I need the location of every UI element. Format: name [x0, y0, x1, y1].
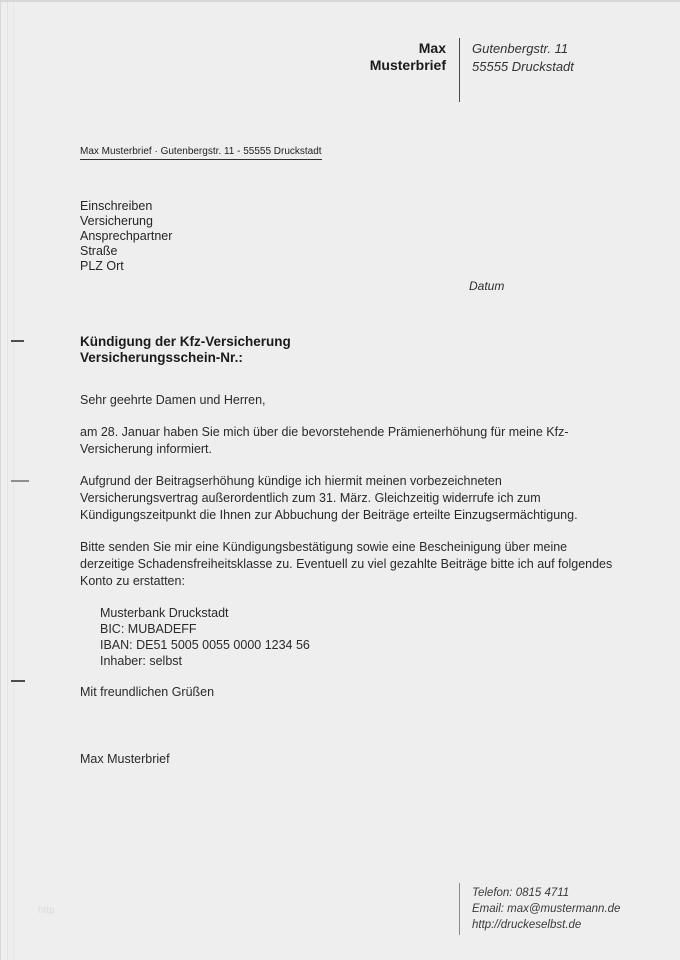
subject-line2: Versicherungsschein-Nr.: — [80, 349, 243, 365]
subject-line1: Kündigung der Kfz-Versicherung — [80, 334, 291, 349]
recipient-line: Einschreiben — [80, 199, 153, 213]
recipient-block — [80, 199, 172, 274]
page-edge-line — [0, 2, 1, 960]
signature-name: Max Musterbrief — [80, 752, 170, 766]
recipient-line: Versicherung — [80, 214, 153, 228]
letter-body — [80, 392, 623, 768]
footer-contact — [459, 883, 620, 935]
bank-bic: BIC: MUBADEFF — [100, 622, 197, 636]
return-address-line: Max Musterbrief · Gutenbergstr. 11 - 55555 Druckstadt — [80, 146, 322, 160]
bank-name: Musterbank Druckstadt — [100, 606, 229, 620]
sender-street: Gutenbergstr. 11 — [472, 41, 569, 56]
salutation: Sehr geehrte Damen und Herren, — [80, 393, 266, 407]
paragraph: Bitte senden Sie mir eine Kündigungsbestätigung sowie eine Bescheinigung über meine derzeitige Schadensfreiheitsklasse zu. Eventuell zu viel gezahlte Beiträge bitte ich auf folgendes Konto zu erstatten: — [80, 540, 613, 588]
recipient-line: Straße — [80, 244, 118, 258]
paragraph: Aufgrund der Beitragserhöhung kündige ich hiermit meinen vorbezeichneten Versicherungsvertrag außerordentlich zum 31. März. Gleichzeitig widerrufe ich zum Kündigungszeitpunkt die Ihnen zur Abbuchung der Beiträge erteilte Einzugsermächtigung. — [80, 474, 578, 522]
fold-mark — [11, 340, 24, 342]
closing: Mit freundlichen Grüßen — [80, 685, 215, 699]
letterhead — [320, 38, 574, 102]
footer-lines — [472, 883, 620, 935]
paragraph: am 28. Januar haben Sie mich über die bevorstehende Prämienerhöhung für meine Kfz-Versicherung informiert. — [80, 425, 569, 456]
date-label: Datum — [469, 279, 505, 293]
footer-email: Email: max@mustermann.de — [472, 903, 621, 915]
bank-iban: IBAN: DE51 5005 0055 0000 1234 56 — [100, 638, 310, 652]
sender-name-line2: Musterbrief — [369, 57, 446, 73]
page-edge-line — [7, 2, 8, 960]
fold-mark — [11, 680, 25, 682]
footer-divider — [459, 883, 460, 935]
sender-city: 55555 Druckstadt — [472, 59, 574, 74]
footer-phone: Telefon: 0815 4711 — [472, 887, 570, 899]
recipient-line: Ansprechpartner — [80, 229, 173, 243]
bank-owner: Inhaber: selbst — [100, 654, 182, 668]
letterhead-divider — [459, 38, 460, 102]
recipient-line: PLZ Ort — [80, 259, 124, 273]
punch-mark — [11, 480, 29, 482]
sender-address — [472, 38, 574, 76]
subject-block — [80, 334, 291, 365]
bank-details — [100, 605, 623, 669]
watermark-text: http — [38, 905, 55, 916]
sender-name-line1: Max — [418, 40, 446, 56]
footer-url: http://druckeselbst.de — [472, 919, 582, 931]
sender-name — [320, 38, 446, 74]
